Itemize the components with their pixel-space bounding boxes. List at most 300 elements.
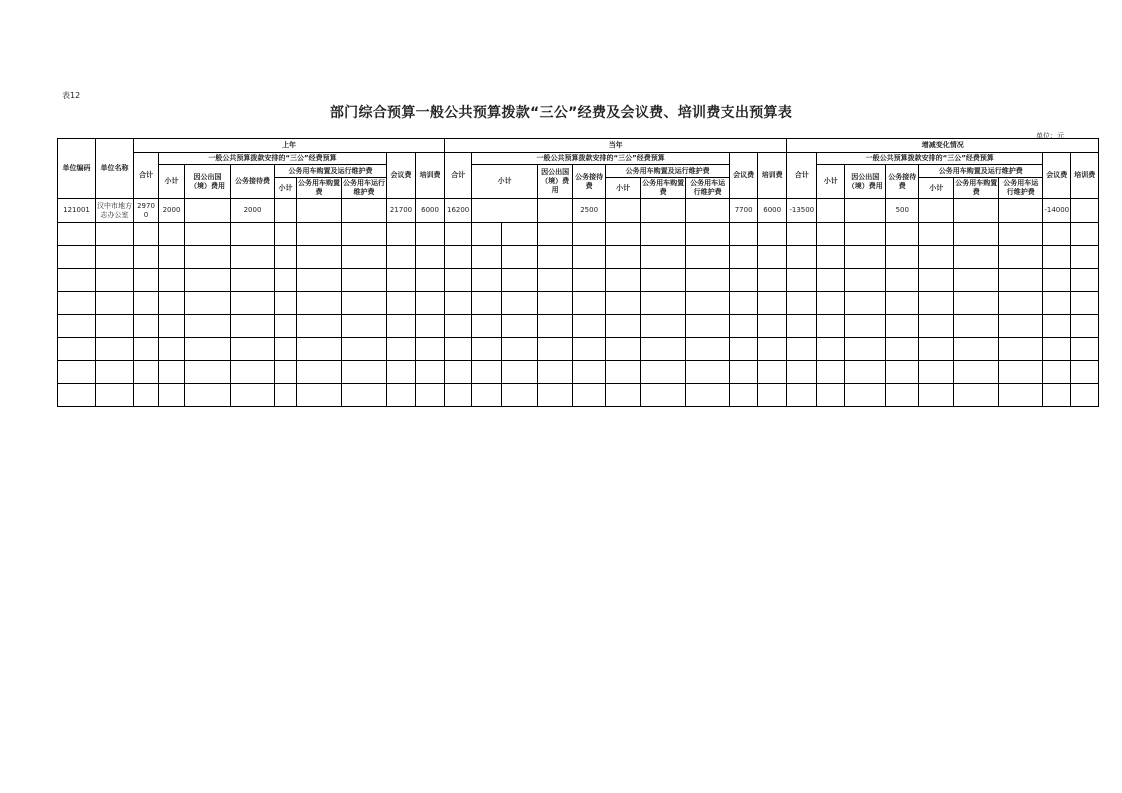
empty-cell xyxy=(387,292,416,315)
empty-cell xyxy=(342,269,387,292)
empty-cell xyxy=(387,315,416,338)
empty-cell xyxy=(845,292,886,315)
empty-cell xyxy=(231,361,275,384)
empty-cell xyxy=(573,338,606,361)
empty-cell xyxy=(606,269,641,292)
empty-cell xyxy=(886,223,919,246)
empty-cell xyxy=(185,384,231,407)
empty-cell xyxy=(342,384,387,407)
empty-cell xyxy=(919,315,954,338)
empty-cell xyxy=(185,269,231,292)
empty-cell xyxy=(886,384,919,407)
empty-cell xyxy=(573,269,606,292)
empty-cell xyxy=(919,338,954,361)
empty-cell xyxy=(231,223,275,246)
empty-cell xyxy=(1043,384,1071,407)
empty-cell xyxy=(954,292,999,315)
empty-cell xyxy=(999,223,1043,246)
empty-cell xyxy=(96,338,134,361)
empty-cell xyxy=(297,246,342,269)
empty-cell xyxy=(538,384,573,407)
empty-cell xyxy=(58,384,96,407)
empty-cell xyxy=(606,246,641,269)
empty-cell xyxy=(641,384,686,407)
empty-cell xyxy=(919,384,954,407)
empty-cell xyxy=(886,246,919,269)
cell xyxy=(342,199,387,223)
empty-cell xyxy=(387,384,416,407)
empty-cell xyxy=(641,361,686,384)
cell xyxy=(1071,199,1099,223)
empty-cell xyxy=(185,223,231,246)
empty-cell xyxy=(845,269,886,292)
empty-cell xyxy=(758,269,787,292)
cell xyxy=(845,199,886,223)
empty-cell xyxy=(502,246,538,269)
empty-cell xyxy=(845,361,886,384)
empty-cell xyxy=(1071,223,1099,246)
empty-cell xyxy=(758,361,787,384)
cell xyxy=(641,199,686,223)
empty-cell xyxy=(954,315,999,338)
empty-cell xyxy=(445,361,472,384)
empty-cell xyxy=(817,223,845,246)
empty-cell xyxy=(297,384,342,407)
empty-cell xyxy=(954,384,999,407)
empty-cell xyxy=(538,315,573,338)
col-unit-name: 单位名称 xyxy=(96,139,134,199)
empty-cell xyxy=(297,292,342,315)
empty-cell xyxy=(342,338,387,361)
empty-cell xyxy=(185,292,231,315)
empty-cell xyxy=(275,223,297,246)
empty-cell xyxy=(999,246,1043,269)
empty-cell xyxy=(919,269,954,292)
empty-cell xyxy=(445,292,472,315)
empty-cell xyxy=(275,338,297,361)
cell: 16200 xyxy=(445,199,472,223)
empty-cell xyxy=(134,246,159,269)
empty-cell xyxy=(954,246,999,269)
empty-cell xyxy=(159,292,185,315)
col-prev-vehicle-purchase: 公务用车购置费 xyxy=(297,178,342,199)
col-change-reception: 公务接待费 xyxy=(886,165,919,199)
empty-cell xyxy=(134,223,159,246)
empty-cell xyxy=(134,384,159,407)
empty-cell xyxy=(606,292,641,315)
empty-cell xyxy=(686,292,730,315)
empty-cell xyxy=(472,269,502,292)
empty-cell xyxy=(886,292,919,315)
empty-cell xyxy=(999,338,1043,361)
empty-cell xyxy=(416,269,445,292)
cell xyxy=(919,199,954,223)
cell xyxy=(275,199,297,223)
empty-cell xyxy=(606,338,641,361)
empty-cell xyxy=(886,338,919,361)
empty-cell xyxy=(58,338,96,361)
empty-cell xyxy=(1043,269,1071,292)
empty-cell xyxy=(606,384,641,407)
empty-cell xyxy=(787,338,817,361)
empty-cell xyxy=(845,246,886,269)
empty-cell xyxy=(1071,384,1099,407)
empty-cell xyxy=(472,384,502,407)
cell xyxy=(686,199,730,223)
empty-cell xyxy=(573,223,606,246)
empty-cell xyxy=(297,315,342,338)
empty-cell xyxy=(58,246,96,269)
table-row xyxy=(58,199,1099,223)
curr-three-public: 一般公共预算拨款安排的“三公”经费预算 xyxy=(472,153,730,165)
empty-cell xyxy=(817,361,845,384)
empty-cell xyxy=(999,361,1043,384)
budget-table xyxy=(57,138,1099,407)
empty-cell xyxy=(502,361,538,384)
empty-cell xyxy=(999,384,1043,407)
cell-unit-code: 121001 xyxy=(58,199,96,223)
empty-cell xyxy=(1071,338,1099,361)
empty-cell xyxy=(787,292,817,315)
empty-cell xyxy=(919,223,954,246)
empty-cell xyxy=(686,384,730,407)
empty-cell xyxy=(538,269,573,292)
empty-cell xyxy=(58,361,96,384)
empty-cell xyxy=(538,292,573,315)
empty-cell xyxy=(730,384,758,407)
empty-cell xyxy=(886,315,919,338)
empty-cell xyxy=(999,315,1043,338)
empty-cell xyxy=(787,361,817,384)
col-prev-subtotal: 小计 xyxy=(159,165,185,199)
col-prev-meeting: 会议费 xyxy=(387,153,416,199)
col-curr-abroad: 因公出国（境）费用 xyxy=(538,165,573,199)
empty-cell xyxy=(275,269,297,292)
empty-cell xyxy=(686,315,730,338)
empty-cell xyxy=(159,384,185,407)
empty-cell xyxy=(58,223,96,246)
empty-cell xyxy=(730,223,758,246)
group-curr-year: 当年 xyxy=(445,139,787,153)
empty-cell xyxy=(758,315,787,338)
col-curr-meeting: 会议费 xyxy=(730,153,758,199)
empty-cell xyxy=(159,338,185,361)
cell: 2000 xyxy=(159,199,185,223)
empty-cell xyxy=(845,223,886,246)
empty-cell xyxy=(159,361,185,384)
header-row-1 xyxy=(58,139,1099,153)
empty-cell xyxy=(134,315,159,338)
col-curr-reception: 公务接待费 xyxy=(573,165,606,199)
empty-cell xyxy=(1043,246,1071,269)
col-prev-vehicle-operation: 公务用车运行维护费 xyxy=(342,178,387,199)
col-change-training: 培训费 xyxy=(1071,153,1099,199)
empty-cell xyxy=(231,315,275,338)
empty-cell xyxy=(787,269,817,292)
unit-label: 单位：元 xyxy=(1036,132,1064,140)
empty-rows xyxy=(58,223,1099,407)
col-change-vehicle-subtotal: 小计 xyxy=(919,178,954,199)
change-vehicle-group: 公务用车购置及运行维护费 xyxy=(919,165,1043,178)
cell xyxy=(297,199,342,223)
empty-cell xyxy=(502,384,538,407)
empty-cell xyxy=(919,292,954,315)
empty-cell xyxy=(787,223,817,246)
col-change-subtotal: 小计 xyxy=(817,165,845,199)
empty-cell xyxy=(641,338,686,361)
col-change-total: 合计 xyxy=(787,153,817,199)
empty-cell xyxy=(96,246,134,269)
empty-table-row xyxy=(58,223,1099,246)
empty-cell xyxy=(787,246,817,269)
col-prev-total: 合计 xyxy=(134,153,159,199)
empty-cell xyxy=(641,315,686,338)
empty-cell xyxy=(1071,292,1099,315)
header-row-2 xyxy=(58,153,1099,165)
cell xyxy=(817,199,845,223)
cell: -14000 xyxy=(1043,199,1071,223)
empty-cell xyxy=(416,292,445,315)
cell xyxy=(999,199,1043,223)
empty-cell xyxy=(954,223,999,246)
cell: 29700 xyxy=(134,199,159,223)
empty-table-row xyxy=(58,384,1099,407)
empty-cell xyxy=(1071,269,1099,292)
empty-cell xyxy=(1043,361,1071,384)
empty-cell xyxy=(159,223,185,246)
empty-cell xyxy=(387,223,416,246)
empty-cell xyxy=(1071,361,1099,384)
col-change-vehicle-purchase: 公务用车购置费 xyxy=(954,178,999,199)
empty-cell xyxy=(297,269,342,292)
col-curr-subtotal: 小计 xyxy=(472,165,538,199)
empty-cell xyxy=(472,246,502,269)
empty-cell xyxy=(96,315,134,338)
empty-cell xyxy=(231,292,275,315)
empty-cell xyxy=(185,338,231,361)
empty-cell xyxy=(297,223,342,246)
empty-cell xyxy=(96,292,134,315)
empty-cell xyxy=(96,223,134,246)
empty-cell xyxy=(845,315,886,338)
empty-cell xyxy=(758,292,787,315)
empty-cell xyxy=(387,246,416,269)
empty-cell xyxy=(58,269,96,292)
empty-cell xyxy=(342,292,387,315)
empty-cell xyxy=(159,269,185,292)
empty-cell xyxy=(1043,223,1071,246)
page-title: 部门综合预算一般公共预算拨款“三公”经费及会议费、培训费支出预算表 xyxy=(329,105,793,121)
empty-cell xyxy=(231,384,275,407)
empty-cell xyxy=(1043,338,1071,361)
empty-cell xyxy=(1071,315,1099,338)
col-curr-total: 合计 xyxy=(445,153,472,199)
empty-cell xyxy=(342,246,387,269)
empty-cell xyxy=(730,246,758,269)
empty-cell xyxy=(954,338,999,361)
col-prev-training: 培训费 xyxy=(416,153,445,199)
empty-cell xyxy=(472,338,502,361)
empty-cell xyxy=(538,338,573,361)
empty-table-row xyxy=(58,269,1099,292)
empty-cell xyxy=(758,338,787,361)
col-curr-training: 培训费 xyxy=(758,153,787,199)
empty-table-row xyxy=(58,361,1099,384)
cell xyxy=(472,199,538,223)
col-change-abroad: 因公出国（境）费用 xyxy=(845,165,886,199)
empty-cell xyxy=(387,361,416,384)
empty-cell xyxy=(472,223,502,246)
empty-cell xyxy=(730,338,758,361)
empty-cell xyxy=(416,315,445,338)
empty-cell xyxy=(1043,315,1071,338)
empty-cell xyxy=(472,292,502,315)
empty-cell xyxy=(445,338,472,361)
empty-cell xyxy=(886,361,919,384)
empty-cell xyxy=(817,269,845,292)
empty-cell xyxy=(134,338,159,361)
empty-cell xyxy=(641,246,686,269)
col-prev-vehicle-subtotal: 小计 xyxy=(275,178,297,199)
empty-cell xyxy=(96,361,134,384)
empty-cell xyxy=(185,246,231,269)
empty-cell xyxy=(730,361,758,384)
empty-cell xyxy=(445,269,472,292)
empty-cell xyxy=(342,223,387,246)
empty-cell xyxy=(445,315,472,338)
empty-cell xyxy=(845,338,886,361)
empty-cell xyxy=(387,338,416,361)
empty-cell xyxy=(686,361,730,384)
empty-cell xyxy=(730,315,758,338)
empty-cell xyxy=(919,361,954,384)
empty-cell xyxy=(445,246,472,269)
col-prev-reception: 公务接待费 xyxy=(231,165,275,199)
col-unit-code: 单位编码 xyxy=(58,139,96,199)
empty-table-row xyxy=(58,338,1099,361)
empty-cell xyxy=(134,361,159,384)
empty-cell xyxy=(730,292,758,315)
empty-cell xyxy=(275,292,297,315)
cell xyxy=(185,199,231,223)
col-change-vehicle-operation: 公务用车运行维护费 xyxy=(999,178,1043,199)
empty-cell xyxy=(502,315,538,338)
empty-cell xyxy=(817,338,845,361)
empty-cell xyxy=(231,269,275,292)
empty-cell xyxy=(416,384,445,407)
empty-cell xyxy=(686,223,730,246)
empty-cell xyxy=(134,292,159,315)
empty-cell xyxy=(845,384,886,407)
empty-cell xyxy=(573,292,606,315)
empty-cell xyxy=(472,315,502,338)
empty-cell xyxy=(817,246,845,269)
cell: 7700 xyxy=(730,199,758,223)
col-prev-abroad: 因公出国（境）费用 xyxy=(185,165,231,199)
header-row-3 xyxy=(58,165,1099,178)
empty-cell xyxy=(58,315,96,338)
empty-cell xyxy=(275,384,297,407)
empty-cell xyxy=(297,338,342,361)
cell: 2500 xyxy=(573,199,606,223)
col-curr-vehicle-subtotal: 小计 xyxy=(606,178,641,199)
empty-cell xyxy=(342,361,387,384)
empty-cell xyxy=(58,292,96,315)
empty-cell xyxy=(134,269,159,292)
empty-cell xyxy=(573,246,606,269)
prev-vehicle-group: 公务用车购置及运行维护费 xyxy=(275,165,387,178)
empty-cell xyxy=(159,315,185,338)
empty-table-row xyxy=(58,315,1099,338)
cell xyxy=(606,199,641,223)
cell: 6000 xyxy=(416,199,445,223)
empty-cell xyxy=(538,223,573,246)
empty-cell xyxy=(416,338,445,361)
empty-cell xyxy=(641,292,686,315)
empty-table-row xyxy=(58,246,1099,269)
empty-cell xyxy=(342,315,387,338)
group-change: 增减变化情况 xyxy=(787,139,1099,153)
empty-cell xyxy=(686,338,730,361)
cell: 21700 xyxy=(387,199,416,223)
empty-cell xyxy=(817,384,845,407)
cell: 500 xyxy=(886,199,919,223)
empty-cell xyxy=(886,269,919,292)
empty-cell xyxy=(502,292,538,315)
empty-cell xyxy=(999,269,1043,292)
empty-cell xyxy=(185,361,231,384)
empty-cell xyxy=(641,269,686,292)
empty-cell xyxy=(416,246,445,269)
empty-cell xyxy=(758,384,787,407)
empty-cell xyxy=(416,223,445,246)
empty-cell xyxy=(758,223,787,246)
empty-cell xyxy=(787,384,817,407)
empty-cell xyxy=(954,361,999,384)
prev-three-public: 一般公共预算拨款安排的“三公”经费预算 xyxy=(159,153,387,165)
empty-cell xyxy=(472,361,502,384)
empty-table-row xyxy=(58,292,1099,315)
empty-cell xyxy=(999,292,1043,315)
empty-cell xyxy=(297,361,342,384)
empty-cell xyxy=(96,269,134,292)
empty-cell xyxy=(573,384,606,407)
empty-cell xyxy=(231,246,275,269)
empty-cell xyxy=(502,223,538,246)
group-prev-year: 上年 xyxy=(134,139,445,153)
table-number: 表12 xyxy=(62,91,81,100)
empty-cell xyxy=(538,361,573,384)
empty-cell xyxy=(686,269,730,292)
empty-cell xyxy=(96,384,134,407)
cell: 2000 xyxy=(231,199,275,223)
empty-cell xyxy=(185,315,231,338)
col-curr-vehicle-operation: 公务用车运行维护费 xyxy=(686,178,730,199)
empty-cell xyxy=(1043,292,1071,315)
empty-cell xyxy=(919,246,954,269)
empty-cell xyxy=(275,246,297,269)
empty-cell xyxy=(606,223,641,246)
empty-cell xyxy=(787,315,817,338)
empty-cell xyxy=(606,361,641,384)
empty-cell xyxy=(445,223,472,246)
empty-cell xyxy=(1071,246,1099,269)
empty-cell xyxy=(538,246,573,269)
empty-cell xyxy=(573,315,606,338)
empty-cell xyxy=(954,269,999,292)
empty-cell xyxy=(502,338,538,361)
cell xyxy=(538,199,573,223)
